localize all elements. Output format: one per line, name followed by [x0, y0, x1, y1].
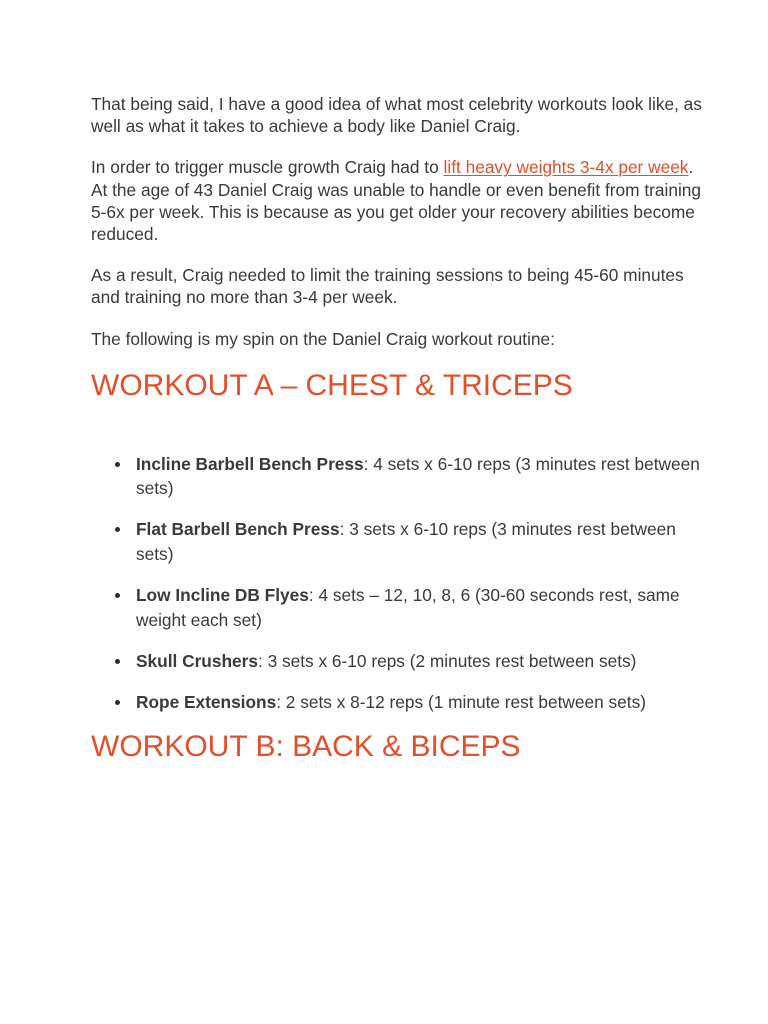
lift-heavy-weights-link[interactable]: lift heavy weights 3-4x per week — [443, 157, 689, 178]
exercise-item — [91, 517, 708, 566]
intro-paragraph-2 — [91, 156, 708, 245]
exercise-item — [91, 452, 708, 501]
exercise-detail: : 4 sets – 12, 10, 8, 6 (30-60 seconds rest, same weight each set) — [136, 585, 680, 630]
bullet-icon — [115, 593, 120, 598]
exercise-item — [91, 583, 708, 632]
intro-paragraph-3: As a result, Craig needed to limit the training sessions to being 45-60 minutes and training no more than 3-4 per week. — [91, 265, 684, 308]
exercise-name: Incline Barbell Bench Press — [136, 453, 364, 474]
exercise-item — [91, 690, 708, 715]
exercise-name: Flat Barbell Bench Press — [136, 519, 340, 540]
paragraph-2-text-start: In order to trigger muscle growth Craig had to — [91, 157, 444, 178]
workout-b-heading: WORKOUT B: BACK & BICEPS — [91, 730, 521, 764]
bullet-icon — [115, 659, 120, 664]
exercise-detail: : 2 sets x 8-12 reps (1 minute rest between sets) — [276, 691, 646, 712]
paragraph-2-text-end: . At the age of 43 Daniel Craig was unable to handle or even benefit from training 5-6x per week. This is because as you get older your recovery abilities become reduced. — [91, 157, 702, 245]
exercise-name: Low Incline DB Flyes — [136, 585, 309, 606]
bullet-icon — [115, 700, 120, 705]
bullet-icon — [115, 462, 120, 467]
workout-a-exercise-list — [91, 452, 708, 714]
exercise-name: Rope Extensions — [136, 691, 277, 712]
exercise-name: Skull Crushers — [136, 650, 258, 671]
exercise-item — [91, 649, 708, 674]
exercise-detail: : 3 sets x 6-10 reps (2 minutes rest between sets) — [257, 650, 637, 671]
bullet-icon — [115, 527, 120, 532]
intro-paragraph-4: The following is my spin on the Daniel Craig workout routine: — [91, 328, 555, 349]
intro-paragraph-1: That being said, I have a good idea of what most celebrity workouts look like, as well as what it takes to achieve a body like Daniel Craig. — [91, 94, 702, 137]
workout-a-heading: WORKOUT A – CHEST & TRICEPS — [91, 368, 573, 402]
exercise-detail: : 4 sets x 6-10 reps (3 minutes rest between sets) — [136, 453, 700, 499]
exercise-detail: : 3 sets x 6-10 reps (3 minutes rest between sets) — [136, 519, 676, 564]
